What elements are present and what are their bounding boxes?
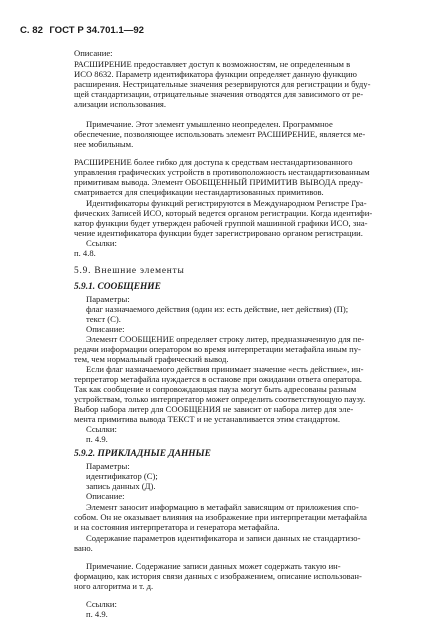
page-number: С. 82 [20, 25, 43, 36]
note-line: ного алгоритма и т. д. [74, 581, 154, 591]
parameter-line: идентификатор (С); [86, 471, 158, 481]
subsection-title: 5.9.1. СООБЩЕНИЕ [74, 282, 161, 292]
references-label: Ссылки: [86, 238, 117, 248]
section-heading: 5.9. Внешние элементы [74, 266, 185, 276]
note-line: обеспечение, позволяющее использовать элемент РАСШИРЕНИЕ, является ме- [74, 129, 366, 139]
parameter-line: флаг назначаемого действия (один из: есть действие, нет действия) (П); [86, 304, 349, 314]
parameters-label: Параметры: [86, 294, 130, 304]
note-line: Примечание. Содержание записи данных может содержать такую ин- [86, 561, 341, 571]
text-line: Так как сообщение и сопровождающая пауза могут быть адресованы разным [74, 384, 357, 394]
text-line: РАСШИРЕНИЕ предоставляет доступ к возможностям, не определенным в [74, 59, 351, 69]
references-value: п. 4.9. [86, 434, 108, 444]
text-line: Элемент заносит информацию в метафайл зависящим от приложения спо- [86, 502, 359, 512]
text-line: терпретатор метафайла нуждается в останове при ожидании ответа оператора. [74, 374, 362, 384]
text-line: примитивам вывода. Элемент ОБОБЩЕННЫЙ ПРИМИТИВ ВЫВОДА преду- [74, 177, 363, 187]
text-line: РАСШИРЕНИЕ более гибко для доступа к средствам нестандартизованного [74, 157, 353, 167]
text-line: Идентификаторы функций регистрируются в Международном Регистре Гра- [86, 198, 367, 208]
text-line: ИСО 8632. Параметр идентификатора функции определяет данную функцию [74, 69, 357, 79]
text-line: устройствам, только интерпретатор может определить соответствующую паузу. [74, 394, 366, 404]
parameter-line: текст (С). [86, 314, 121, 324]
text-line: катор функции будет утвержден рабочей группой машинной графики ИСО, зна- [74, 218, 368, 228]
text-line: мента примитива вывода ТЕКСТ и не устанавливается этим стандартом. [74, 414, 340, 424]
text-line: фических Записей ИСО, который ведется органом регистрации. Когда идентифи- [74, 208, 373, 218]
text-line: щей стандартизации, отрицательные значения отводятся для зависимого от ре- [74, 89, 364, 99]
text-line: редачи информации оператором во время интерпретации метафайла иным пу- [74, 344, 361, 354]
text-line: тем, чем нормальный графический вывод. [74, 354, 229, 364]
description-label: Описание: [86, 324, 125, 334]
references-label: Ссылки: [86, 599, 117, 609]
page-header [20, 26, 144, 36]
text-line: Элемент СООБЩЕНИЕ определяет строку литер, предназначенную для пе- [86, 334, 365, 344]
text-line: Содержание параметров идентификатора и записи данных не стандартизо- [86, 533, 361, 543]
references-value: п. 4.9. [86, 609, 108, 619]
text-line: вано. [74, 543, 93, 553]
references-label: Ссылки: [86, 424, 117, 434]
text-line: и на состояния интерпретатора и генератора метафайла. [74, 522, 280, 532]
text-line: Выбор набора литер для СООБЩЕНИЯ не зависит от набора литер для эле- [74, 404, 354, 414]
text-line: управления графических устройств в противоположность нестандартизованным [74, 167, 370, 177]
text-line: собом. Он не оказывает влияния на изображение при интерпретации метафайла [74, 512, 367, 522]
note-line: Примечание. Этот элемент умышленно неопределен. Программное [86, 119, 333, 129]
text-line: расширения. Нестрицательные значения резервируются для регистрации и буду- [74, 79, 371, 89]
standard-code: ГОСТ Р 34.701.1—92 [49, 25, 145, 36]
parameters-label: Параметры: [86, 461, 130, 471]
note-line: нее мобильным. [74, 139, 134, 149]
description-label: Описание: [86, 491, 125, 501]
note-line: формацию, как история связи данных с изображением, описание использован- [74, 571, 362, 581]
parameter-line: запись данных (Д). [86, 481, 156, 491]
description-label: Описание: [74, 48, 113, 58]
subsection-title: 5.9.2. ПРИКЛАДНЫЕ ДАННЫЕ [74, 449, 211, 459]
text-line: чение идентификатора функции будет зарегистрировано органом регистрации. [74, 228, 363, 238]
text-line: сматривается для спецификации нестандартизованных примитивов. [74, 187, 324, 197]
text-line: ализации использования. [74, 99, 167, 109]
references-value: п. 4.8. [74, 248, 96, 258]
text-line: Если флаг назначаемого действия принимает значение «есть действие», ин- [86, 364, 364, 374]
